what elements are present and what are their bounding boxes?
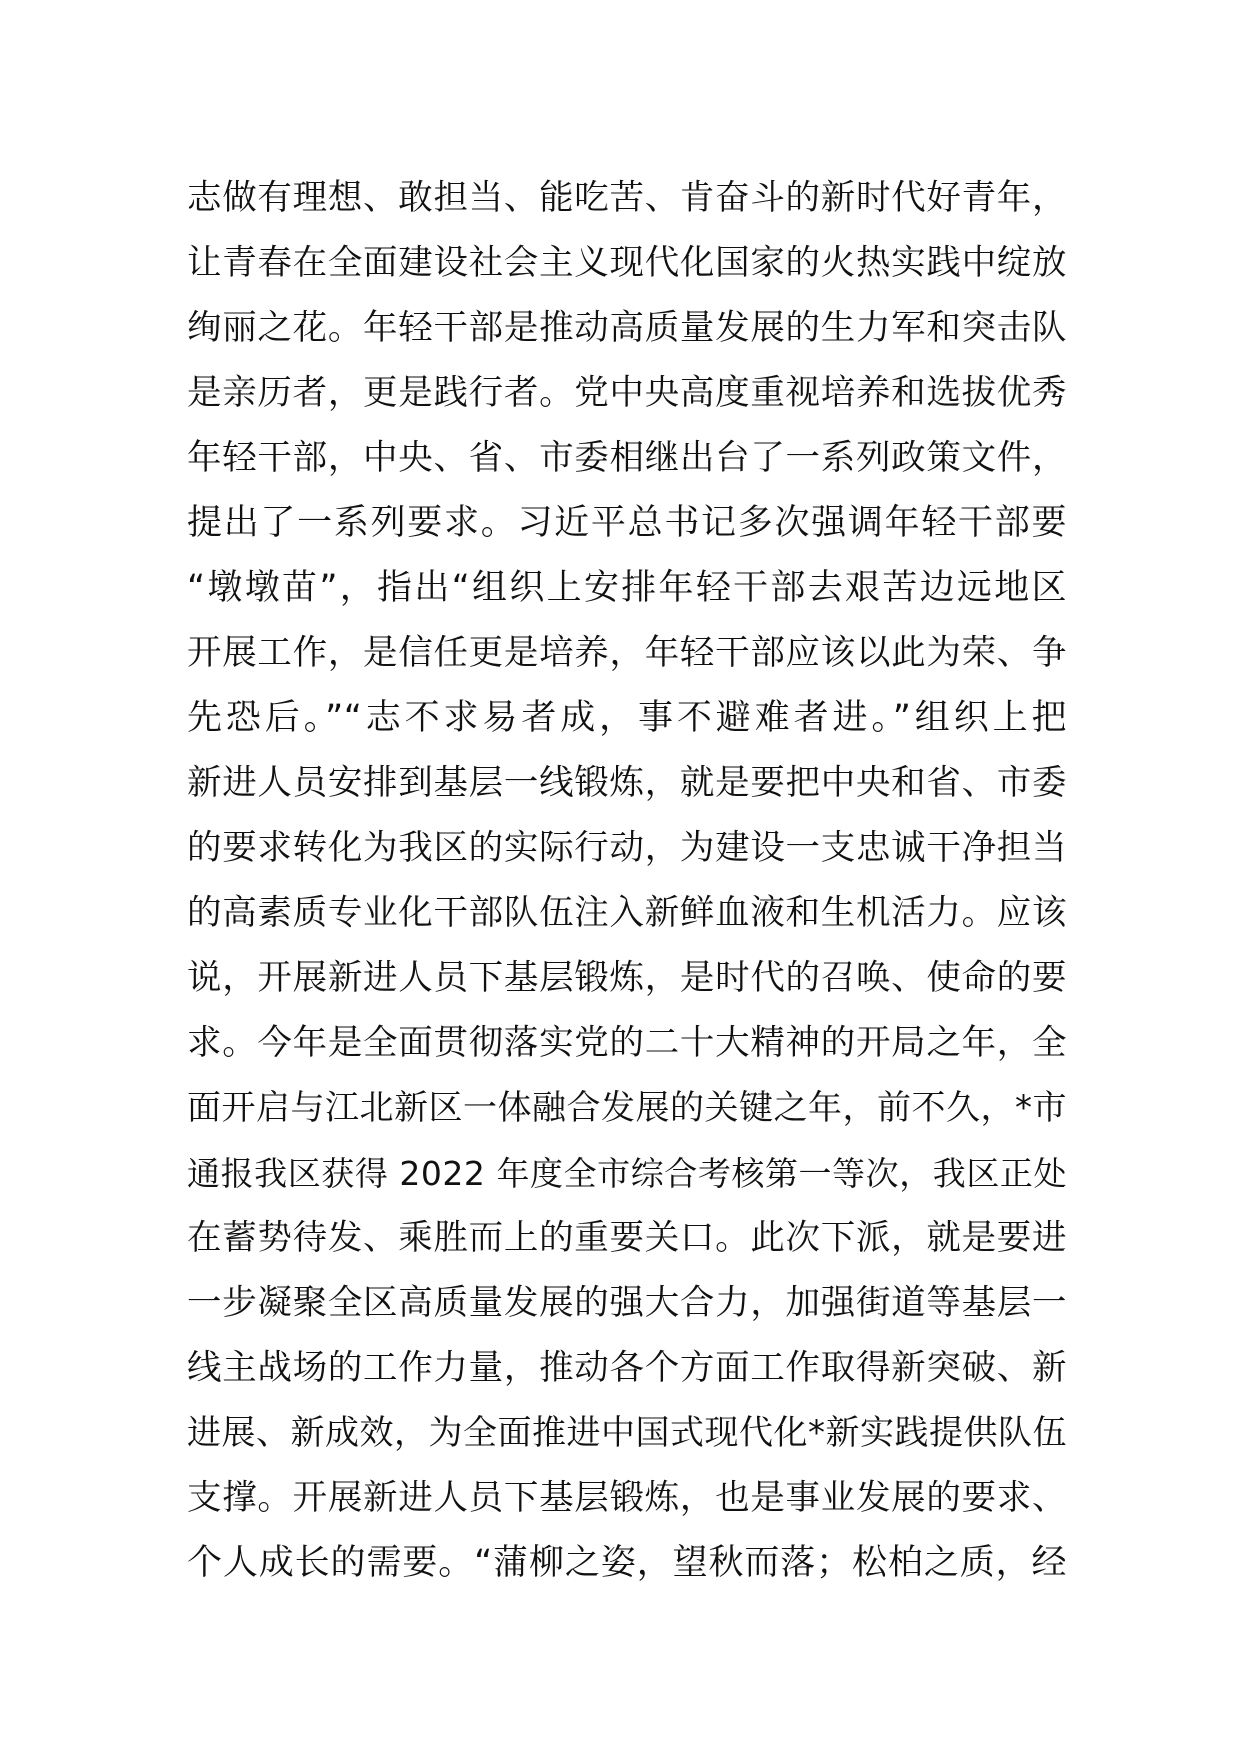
text-line-20: 进展、新成效，为全面推进中国式现代化*新实践提供队伍 [187, 1413, 1067, 1453]
body-paragraph [187, 166, 1067, 1596]
text-line-4: 是亲历者，更是践行者。党中央高度重视培养和选拔优秀 [187, 373, 1067, 413]
text-line-6: 提出了一系列要求。习近平总书记多次强调年轻干部要 [187, 503, 1067, 543]
text-line-9: 先恐后。”“志不求易者成，事不避难者进。”组织上把 [187, 698, 1067, 738]
text-line-11: 的要求转化为我区的实际行动，为建设一支忠诚干净担当 [187, 828, 1067, 868]
text-line-14: 求。今年是全面贯彻落实党的二十大精神的开局之年，全 [187, 1023, 1067, 1063]
text-line-18: 一步凝聚全区高质量发展的强大合力，加强街道等基层一 [187, 1283, 1067, 1323]
text-line-1: 志做有理想、敢担当、能吃苦、肯奋斗的新时代好青年， [187, 178, 1067, 218]
text-line-8: 开展工作，是信任更是培养，年轻干部应该以此为荣、争 [187, 633, 1067, 673]
text-line-2: 让青春在全面建设社会主义现代化国家的火热实践中绽放 [187, 243, 1067, 283]
text-line-21: 支撑。开展新进人员下基层锻炼，也是事业发展的要求、 [187, 1478, 1067, 1518]
text-line-22: 个人成长的需要。“蒲柳之姿，望秋而落；松柏之质，经 [187, 1543, 1067, 1583]
text-line-7: “墩墩苗”，指出“组织上安排年轻干部去艰苦边远地区 [187, 568, 1067, 608]
text-line-10: 新进人员安排到基层一线锻炼，就是要把中央和省、市委 [187, 763, 1067, 803]
text-line-15: 面开启与江北新区一体融合发展的关键之年，前不久，*市 [187, 1088, 1067, 1128]
text-line-19: 线主战场的工作力量，推动各个方面工作取得新突破、新 [187, 1348, 1067, 1388]
text-line-5: 年轻干部，中央、省、市委相继出台了一系列政策文件， [187, 438, 1067, 478]
text-line-3: 绚丽之花。年轻干部是推动高质量发展的生力军和突击队 [187, 308, 1067, 348]
text-line-17: 在蓄势待发、乘胜而上的重要关口。此次下派，就是要进 [187, 1218, 1067, 1258]
text-line-12: 的高素质专业化干部队伍注入新鲜血液和生机活力。应该 [187, 893, 1067, 933]
text-line-16: 通报我区获得 2022 年度全市综合考核第一等次，我区正处 [187, 1154, 1067, 1193]
text-line-13: 说，开展新进人员下基层锻炼，是时代的召唤、使命的要 [187, 958, 1067, 998]
